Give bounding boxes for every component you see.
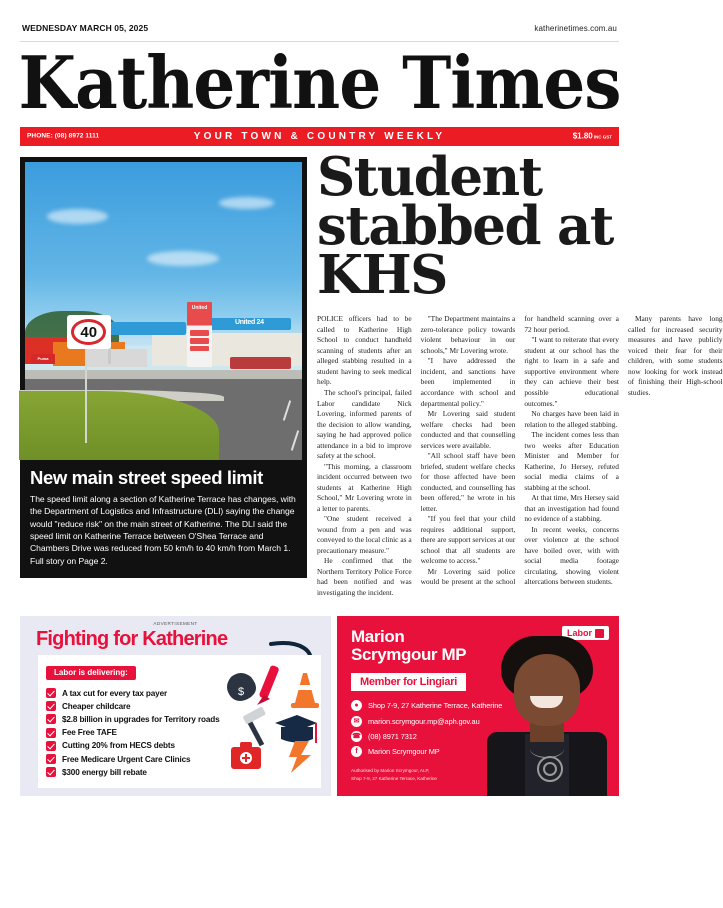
price-gst-note: INC GST	[593, 134, 612, 140]
checkmark-icon	[46, 701, 56, 711]
checkmark-icon	[46, 688, 56, 698]
facebook-icon: f	[351, 746, 362, 757]
lightning-bolt-icon	[289, 741, 311, 773]
street-photo	[25, 162, 302, 460]
checkmark-icon	[46, 741, 56, 751]
mp-portrait	[483, 636, 611, 796]
email-icon: ✉	[351, 716, 362, 727]
lead-headline: Student stabbed at KHS	[317, 145, 613, 307]
ad-title: Fighting for Katherine	[36, 628, 228, 651]
cloud-shape	[47, 209, 108, 224]
article-paragraph: "I have addressed the incident, and sanctions have been implemented in accordance with school and departmental policy."	[420, 356, 516, 408]
labor-ad[interactable]	[20, 616, 331, 796]
speed-limit-sign	[67, 315, 111, 349]
parked-vehicles	[230, 357, 291, 369]
secondary-story-body: The speed limit along a section of Katherine Terrace has changes, with the Department of Logistics and Infrastructure (DLI) saying the change would "reduce risk" on the main street of Katherine. The DLI said the speed limit on Katherine Terrace between O'Shea Terrace and Chambers Drive was reduced from 50 km/h to 40 km/h from March 1. Full story on Page 2.	[30, 493, 296, 566]
portrait-face	[514, 654, 580, 726]
speed-limit-value: 40	[71, 319, 106, 345]
masthead-title: Katherine Times	[18, 40, 621, 125]
traffic-cone-icon	[291, 673, 319, 708]
mp-name-line1: Marion	[351, 627, 405, 647]
station-brand-label: United	[191, 304, 208, 311]
authorisation-line1: Authorised by Marion Scrymgour, ALP,	[351, 767, 430, 773]
mp-contact-text: marion.scrymgour.mp@aph.gov.au	[368, 716, 480, 726]
labor-logo-text: Labor	[566, 628, 592, 639]
article-paragraph: "If you feel that your child requires additional support, there are support services at our school that all students are welcome to access."	[420, 514, 516, 566]
article-paragraph: "One student received a wound from a pen and was conveyed to the local clinic as a precautionary measure."	[317, 514, 412, 555]
ad-bullet-label: $300 energy bill rebate	[62, 767, 147, 777]
article-paragraph: No charges have been laid in relation to the alleged stabbing.	[524, 409, 619, 429]
main-content	[0, 145, 723, 607]
puma-logo: Puma	[31, 354, 56, 364]
banner-slogan: YOUR TOWN & COUNTRY WEEKLY	[193, 130, 446, 142]
banner-strip	[20, 127, 619, 146]
article-paragraph: The incident comes less than two weeks after Education Minister and Member for Katherine, Jo Hersey, refuted social media claims of a stabbing at the school.	[524, 430, 619, 492]
phone-icon: ☎	[351, 731, 362, 742]
first-aid-kit-icon	[231, 742, 261, 769]
top-bar	[0, 0, 639, 41]
website-url[interactable]: katherinetimes.com.au	[534, 23, 617, 33]
ad-bullet-label: Cheaper childcare	[62, 701, 131, 711]
fuel-price-row	[190, 338, 210, 343]
article-paragraph: "All school staff have been briefed, student welfare checks for those affected have been conducted, and counselling has been offered," he wrote in his letter.	[420, 451, 516, 513]
ad-bullet-label: Fee Free TAFE	[62, 728, 117, 738]
ad-bullet-label: $2.8 billion in upgrades for Territory roads	[62, 714, 220, 724]
fuel-pumps	[86, 349, 147, 367]
mp-name-line2: Scrymgour MP	[351, 645, 467, 665]
article-paragraph: Many parents have long called for increased security measures and have publicly voiced their fear for their children, with some students now looking for work instead of finishing their High-school studies.	[627, 314, 723, 397]
advertisement-label: ADVERTISEMENT	[153, 621, 198, 627]
article-paragraph: Mr Lovering said police would be present at the school for handheld scanning over a 72 hour period.	[420, 314, 619, 587]
station-sign-text: United 24	[234, 318, 264, 326]
checkmark-icon	[46, 714, 56, 724]
fuel-price-row	[190, 330, 210, 335]
ad-bullet-label: Cutting 20% from HECS debts	[62, 741, 175, 751]
masthead	[0, 40, 645, 125]
price-value: $1.80	[572, 131, 593, 141]
mp-ad[interactable]	[337, 616, 619, 796]
lead-story-body	[317, 314, 723, 606]
lead-story-column	[317, 145, 723, 607]
ad-promise-card	[38, 655, 321, 788]
article-paragraph: At that time, Mrs Hersey said that an investigation had found no evidence of a stabbing.	[524, 493, 619, 524]
ad-pill: Labor is delivering:	[46, 666, 136, 680]
fuel-price-pylon	[187, 302, 212, 368]
hammer-icon	[242, 707, 266, 747]
cloud-shape	[147, 251, 219, 266]
ad-bullet-label: A tax cut for every tax payer	[62, 688, 168, 698]
checkmark-icon	[46, 754, 56, 764]
secondary-story-column	[20, 157, 307, 607]
issue-date: WEDNESDAY MARCH 05, 2025	[22, 23, 149, 33]
article-paragraph: POLICE officers had to be called to Katherine High School to conduct handheld scanning of students after an alleged stabbing resulted in a student having to seek medical help.	[317, 314, 412, 387]
graduation-cap-icon	[275, 715, 317, 743]
article-paragraph: "I want to reiterate that every student at our school has the right to learn in a safe and supportive environment where they can achieve their best possible educational outcomes."	[524, 335, 619, 408]
checkmark-icon	[46, 767, 56, 777]
article-paragraph: The school's principal, failed Labor candidate Nick Lovering, informed parents of the decision to allow wanding, saying he had approved police attendance in a bid to improve safety at the school.	[317, 388, 412, 461]
banner-price	[573, 132, 612, 141]
photo-block	[20, 157, 307, 460]
secondary-story-headline: New main street speed limit	[30, 466, 263, 488]
ad-bullet-label: Free Medicare Urgent Care Clinics	[62, 754, 191, 764]
mp-role: Member for Lingiari	[351, 673, 466, 691]
mp-contact-text: Marion Scrymgour MP	[368, 746, 440, 756]
ad-graphics-cluster	[221, 663, 317, 773]
checkmark-icon	[46, 728, 56, 738]
article-paragraph: Mr Lovering said student welfare checks had been conducted and that counselling services were available.	[420, 409, 516, 450]
advertisement-area	[20, 616, 619, 796]
money-bag-icon	[227, 673, 256, 701]
fuel-price-row	[190, 346, 210, 351]
pen-icon	[257, 665, 280, 705]
article-paragraph: "The Department maintains a zero-tolerance policy towards violent behaviour in our schools," Mr Lovering wrote.	[420, 314, 516, 355]
svg-text:$: $	[237, 686, 245, 699]
location-pin-icon: ●	[351, 700, 362, 711]
article-paragraph: "This morning, a classroom incident occurred between two students at Katherine High School," Mr Lovering wrote in a letter to parents.	[317, 461, 412, 513]
article-paragraph: He confirmed that the Northern Territory Police Force had been notified and was investigating the incident.	[317, 556, 412, 597]
cloud-shape	[219, 197, 274, 209]
mp-contact-text: (08) 8971 7312	[368, 731, 417, 741]
article-paragraph: In recent weeks, concerns over violence at the school have boiled over, with with social media footage circulating, showing violent altercations between students.	[524, 524, 619, 587]
banner-phone[interactable]: PHONE: (08) 8972 1111	[27, 132, 100, 140]
secondary-story-box	[20, 460, 307, 579]
authorisation-line2: Shop 7-9, 27 Katherine Terrace, Katherine	[351, 775, 437, 781]
mp-contact-text: Shop 7-9, 27 Katherine Terrace, Katherine	[368, 701, 503, 711]
